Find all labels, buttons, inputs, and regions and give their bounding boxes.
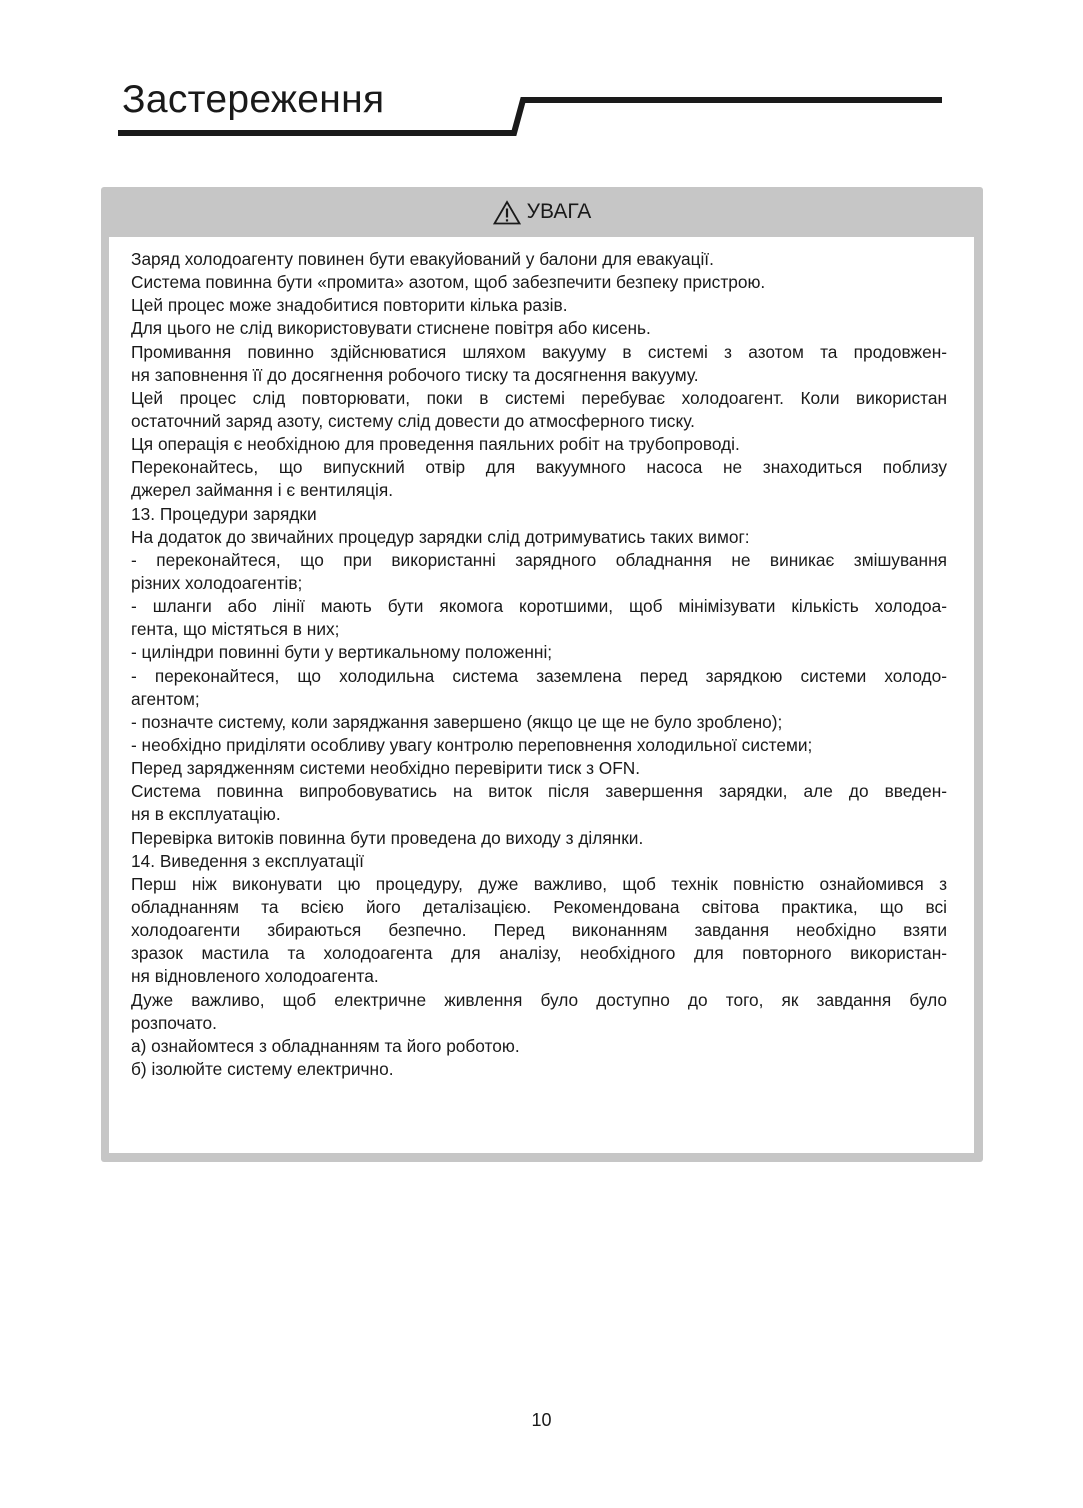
warning-text-line: а) ознайомтеся з обладнанням та його роботою.: [131, 1035, 520, 1056]
warning-text-line: розпочато.: [131, 1012, 217, 1033]
warning-text-line: Перед зарядженням системи необхідно перевірити тиск з OFN.: [131, 758, 641, 779]
warning-text-line: ня відновленого холодоагента.: [131, 966, 379, 987]
page-number: 10: [531, 1410, 552, 1430]
header-rule: [0, 0, 1083, 150]
warning-text-line: різних холодоагентів;: [131, 572, 303, 593]
warning-text-line: агентом;: [131, 688, 200, 709]
warning-text-line: гента, що містяться в них;: [131, 619, 340, 640]
warning-title: УВАГА: [526, 200, 592, 223]
page-title: Застереження: [122, 78, 385, 121]
warning-text-line: - необхідно приділяти особливу увагу контролю переповнення холодильної системи;: [131, 734, 813, 755]
warning-text-line: ня заповнення її до досягнення робочого тиску та досягнення вакууму.: [131, 364, 699, 385]
warning-text-line: Ця операція є необхідною для проведення паяльних робіт на трубопроводі.: [131, 434, 740, 455]
warning-text-line: Для цього не слід використовувати стиснене повітря або кисень.: [131, 318, 651, 339]
warning-text-line: ня в експлуатацію.: [131, 804, 281, 825]
warning-text-line: Система повинна випробовуватись на виток після завершення зарядки, але до введен-: [131, 781, 947, 802]
warning-triangle-icon: [493, 200, 521, 225]
warning-text-line: - переконайтеся, що при використанні зарядного обладнання не виникає змішування: [131, 549, 947, 570]
section-header: [0, 0, 1083, 150]
warning-text-line: На додаток до звичайних процедур зарядки слід дотримуватись таких вимог:: [131, 526, 750, 547]
warning-text-line: холодоагенти збираються безпечно. Перед виконанням завдання необхідно взяти: [131, 920, 947, 941]
warning-text-line: - циліндри повинні бути у вертикальному положенні;: [131, 642, 553, 663]
warning-text-line: Переконайтесь, що випускний отвір для вакуумного насоса не знаходиться поблизу: [131, 457, 947, 478]
warning-text-line: Заряд холодоагенту повинен бути евакуйований у балони для евакуації.: [131, 249, 714, 269]
warning-text-line: Промивання повинно здійснюватися шляхом вакууму в системі з азотом та продовжен-: [131, 341, 947, 362]
warning-text-line: - шланги або лінії мають бути якомога коротшими, щоб мінімізувати кількість холодоа-: [131, 596, 947, 617]
warning-text-line: Цей процес може знадобитися повторити кілька разів.: [131, 295, 568, 316]
warning-text-line: Дуже важливо, щоб електричне живлення було доступно до того, як завдання було: [131, 989, 947, 1010]
warning-text-line: зразок мастила та холодоагента для аналізу, необхідного для повторного використан-: [131, 943, 947, 964]
warning-text-line: - переконайтеся, що холодильна система заземлена перед зарядкою системи холодо-: [131, 665, 947, 686]
warning-text-line: - позначте систему, коли заряджання завершено (якщо це ще не було зроблено);: [131, 711, 783, 732]
warning-text-line: джерел займання і є вентиляція.: [131, 480, 394, 501]
warning-text-line: Перш ніж виконувати цю процедуру, дуже важливо, щоб технік повністю ознайомився з: [131, 873, 947, 894]
warning-text-line: 14. Виведення з експлуатації: [131, 850, 364, 871]
warning-text-line: б) ізолюйте систему електрично.: [131, 1058, 394, 1079]
warning-header: [101, 187, 983, 237]
warning-body: [109, 237, 974, 1153]
warning-text-line: 13. Процедури зарядки: [131, 503, 317, 524]
warning-text-line: остаточний заряд азоту, систему слід довести до атмосферного тиску.: [131, 410, 695, 431]
warning-box: [101, 187, 983, 1162]
warning-text-line: Система повинна бути «промита» азотом, щоб забезпечити безпеку пристрою.: [131, 272, 766, 293]
warning-text-line: Перевірка витоків повинна бути проведена до виходу з ділянки.: [131, 827, 644, 848]
warning-text-line: обладнанням та всією його деталізацією. Рекомендована світова практика, що всі: [131, 896, 947, 917]
warning-text-line: Цей процес слід повторювати, поки в системі перебуває холодоагент. Коли використан: [131, 387, 947, 408]
